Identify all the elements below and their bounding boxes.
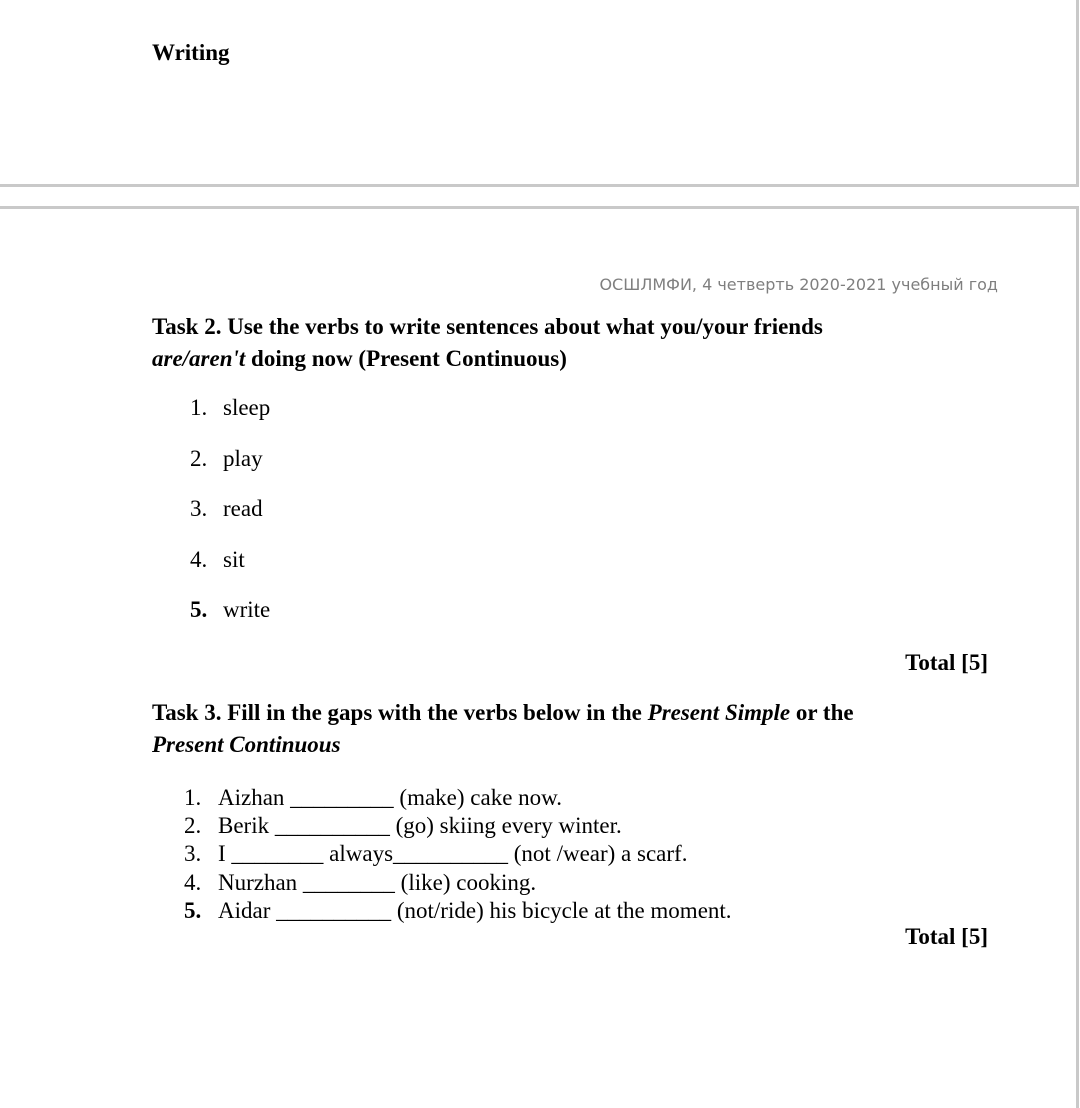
item-number: 2. bbox=[190, 445, 208, 471]
list-item bbox=[184, 840, 732, 868]
task3-gap-list bbox=[184, 784, 732, 925]
top-page bbox=[0, 0, 1079, 187]
item-text: play bbox=[223, 445, 263, 471]
item-number: 4. bbox=[190, 546, 208, 572]
item-number: 4. bbox=[184, 869, 202, 895]
task3-title-part2: or the bbox=[795, 700, 854, 725]
task3-title bbox=[152, 697, 1012, 761]
task2-verb-list bbox=[190, 395, 270, 648]
item-text: I ________ always__________ (not /wear) a scarf. bbox=[218, 841, 688, 867]
item-text: sleep bbox=[223, 395, 271, 420]
item-number: 3. bbox=[184, 841, 202, 867]
page-gap bbox=[0, 187, 1080, 207]
item-text: Berik __________ (go) skiing every winter. bbox=[218, 813, 622, 839]
list-item bbox=[190, 446, 270, 497]
item-number: 1. bbox=[190, 395, 208, 420]
item-number: 5. bbox=[184, 897, 202, 923]
task3-title-italic1: Present Simple bbox=[647, 700, 791, 725]
task3-total: Total [5] bbox=[905, 924, 988, 949]
item-number: 2. bbox=[184, 813, 202, 839]
item-text: Aizhan _________ (make) cake now. bbox=[218, 785, 563, 810]
item-text: write bbox=[223, 597, 271, 622]
list-item bbox=[184, 812, 732, 840]
page-header-note: ОСШЛМФИ, 4 четверть 2020-2021 учебный год bbox=[599, 275, 998, 294]
item-number: 3. bbox=[190, 496, 208, 521]
task3-title-part1: Task 3. Fill in the gaps with the verbs below in the bbox=[152, 700, 642, 725]
list-item bbox=[184, 784, 732, 812]
bottom-page bbox=[0, 206, 1079, 1108]
list-item bbox=[184, 897, 732, 925]
task2-title-bold: Task 2. Use the verbs to write sentences about what you/your friends bbox=[152, 314, 823, 339]
task2-title-italic: are/aren't bbox=[152, 346, 246, 371]
list-item bbox=[190, 547, 270, 598]
item-text: read bbox=[223, 496, 263, 521]
task2-title-rest: doing now (Present Continuous) bbox=[251, 346, 567, 371]
item-text: Nurzhan ________ (like) cooking. bbox=[218, 869, 537, 895]
task2-total: Total [5] bbox=[905, 650, 988, 675]
task2-title bbox=[152, 311, 1012, 375]
item-text: Aidar __________ (not/ride) his bicycle at the moment. bbox=[218, 897, 732, 923]
item-text: sit bbox=[223, 546, 245, 572]
item-number: 5. bbox=[190, 597, 208, 622]
item-number: 1. bbox=[184, 785, 202, 810]
list-item bbox=[190, 395, 270, 446]
list-item bbox=[190, 496, 270, 547]
section-title: Writing bbox=[152, 40, 230, 65]
list-item bbox=[184, 869, 732, 897]
list-item bbox=[190, 597, 270, 648]
task3-title-italic2: Present Continuous bbox=[152, 732, 341, 757]
